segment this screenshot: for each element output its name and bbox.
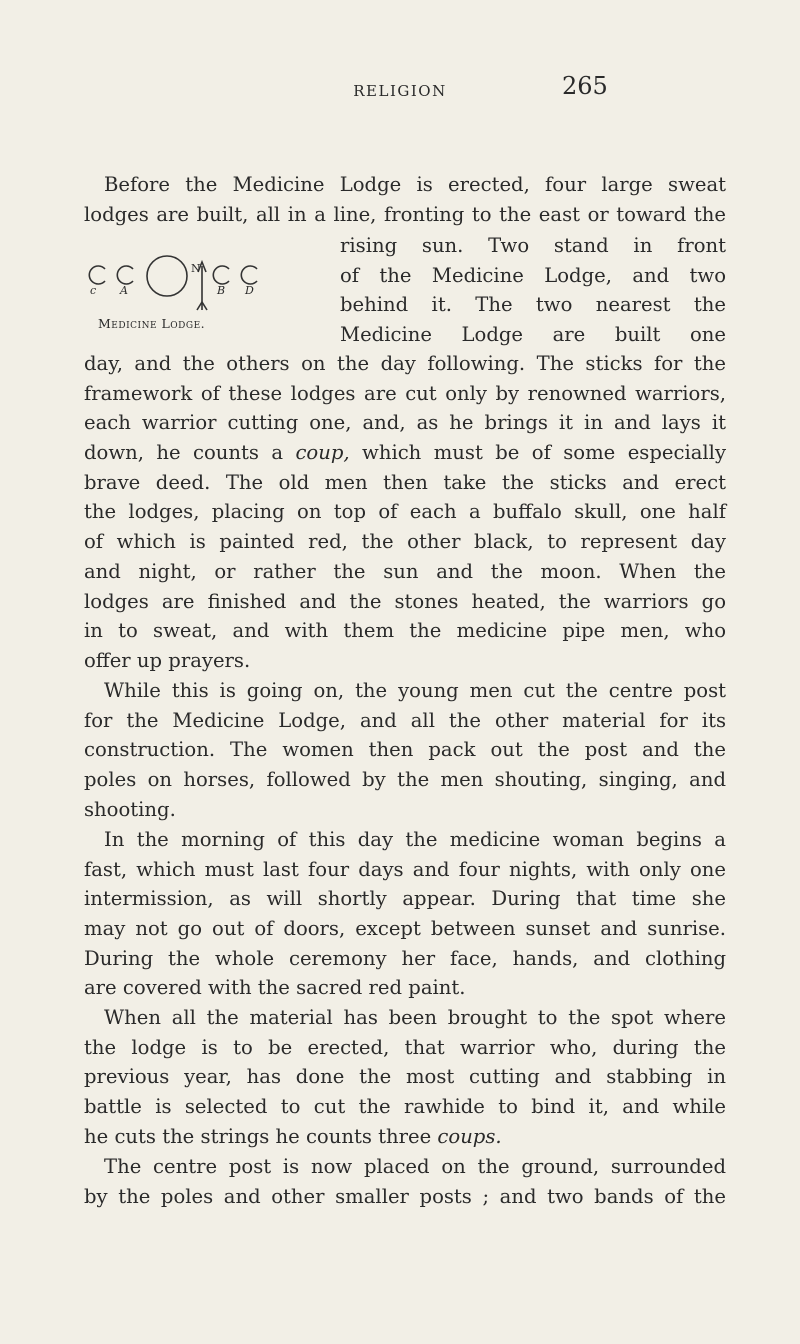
text-line: and night, or rather the sun and the moon. When the — [84, 559, 726, 583]
italic-term: coup, — [295, 441, 350, 465]
text-line: of the Medicine Lodge, and two — [340, 263, 726, 287]
text-line: lodges are built, all in a line, fronting to the east or toward the — [84, 202, 726, 226]
text-line: each warrior cutting one, and, as he brings it in and lays it — [84, 411, 726, 435]
text-line: for the Medicine Lodge, and all the other material for its — [84, 708, 726, 732]
text-line: offer up prayers. — [84, 648, 251, 672]
text-line: he cuts the strings he counts three coups. — [84, 1124, 502, 1148]
text-line: Before the Medicine Lodge is erected, four large sweat — [104, 173, 726, 196]
paragraph-5 — [84, 1152, 726, 1211]
compass-north-label: N — [191, 262, 201, 275]
text-line: While this is going on, the young men cut the centre post — [104, 679, 726, 702]
sweat-lodge-c — [89, 266, 105, 284]
paragraph-1-rest — [84, 349, 726, 676]
text-line: During the whole ceremony her face, hands, and clothing — [84, 946, 726, 970]
sweat-lodge-a — [117, 266, 133, 284]
paragraph-1-top — [84, 170, 726, 229]
text-line: lodges are finished and the stones heated, the warriors go — [84, 589, 726, 613]
sweat-lodge-b — [213, 266, 229, 284]
paragraph-4 — [84, 1003, 726, 1151]
text-line: behind it. The two nearest the — [340, 293, 726, 317]
text-line: of which is painted red, the other black, to represent day — [84, 530, 726, 554]
text-line: The centre post is now placed on the ground, surrounded — [104, 1155, 726, 1178]
text-line: intermission, as will shortly appear. During that time she — [84, 887, 726, 911]
text-line: In the morning of this day the medicine woman begins a — [104, 828, 726, 851]
text-line: in to sweat, and with them the medicine pipe men, who — [84, 619, 726, 643]
text-line: day, and the others on the day following. The sticks for the — [84, 352, 726, 375]
text-line: by the poles and other smaller posts ; and two bands of the — [84, 1184, 726, 1208]
text-line: battle is selected to cut the rawhide to bind it, and while — [84, 1095, 726, 1119]
text-line: rising sun. Two stand in front — [340, 234, 726, 257]
page-number: 265 — [562, 72, 608, 100]
text-line: previous year, has done the most cutting and stabbing in — [84, 1065, 726, 1089]
label-d: D — [245, 284, 254, 297]
text-line: framework of these lodges are cut only by renowned warriors, — [84, 381, 726, 405]
label-b: B — [217, 284, 226, 297]
text-line: may not go out of doors, except between sunset and sunrise. — [84, 917, 726, 941]
text-line: Medicine Lodge are built one — [340, 323, 726, 347]
text-line: shooting. — [84, 797, 176, 821]
text-line: brave deed. The old men then take the sticks and erect — [84, 470, 726, 494]
running-head: RELIGION — [353, 82, 447, 100]
lodge-layout-drawing — [84, 232, 314, 328]
label-c: c — [90, 284, 97, 297]
medicine-lodge-circle — [147, 256, 187, 296]
label-a: A — [120, 284, 128, 297]
text-line: the lodge is to be erected, that warrior who, during the — [84, 1035, 726, 1059]
text-line: poles on horses, followed by the men shouting, singing, and — [84, 768, 726, 792]
sweat-lodge-d — [241, 266, 257, 284]
paragraph-3 — [84, 825, 726, 1003]
paragraph-2 — [84, 676, 726, 824]
text-line: are covered with the sacred red paint. — [84, 976, 466, 1000]
figure-caption: Medicine Lodge. — [98, 316, 206, 331]
text-line: When all the material has been brought to the spot where — [104, 1006, 726, 1029]
text-line: the lodges, placing on top of each a buffalo skull, one half — [84, 500, 726, 524]
text-line: down, he counts a coup, which must be of some especially — [84, 441, 727, 465]
italic-term: coups. — [437, 1124, 502, 1148]
paragraph-1-side — [340, 231, 726, 350]
medicine-lodge-diagram — [84, 232, 314, 331]
text-line: construction. The women then pack out the post and the — [84, 738, 726, 762]
text-line: fast, which must last four days and four nights, with only one — [84, 857, 726, 881]
